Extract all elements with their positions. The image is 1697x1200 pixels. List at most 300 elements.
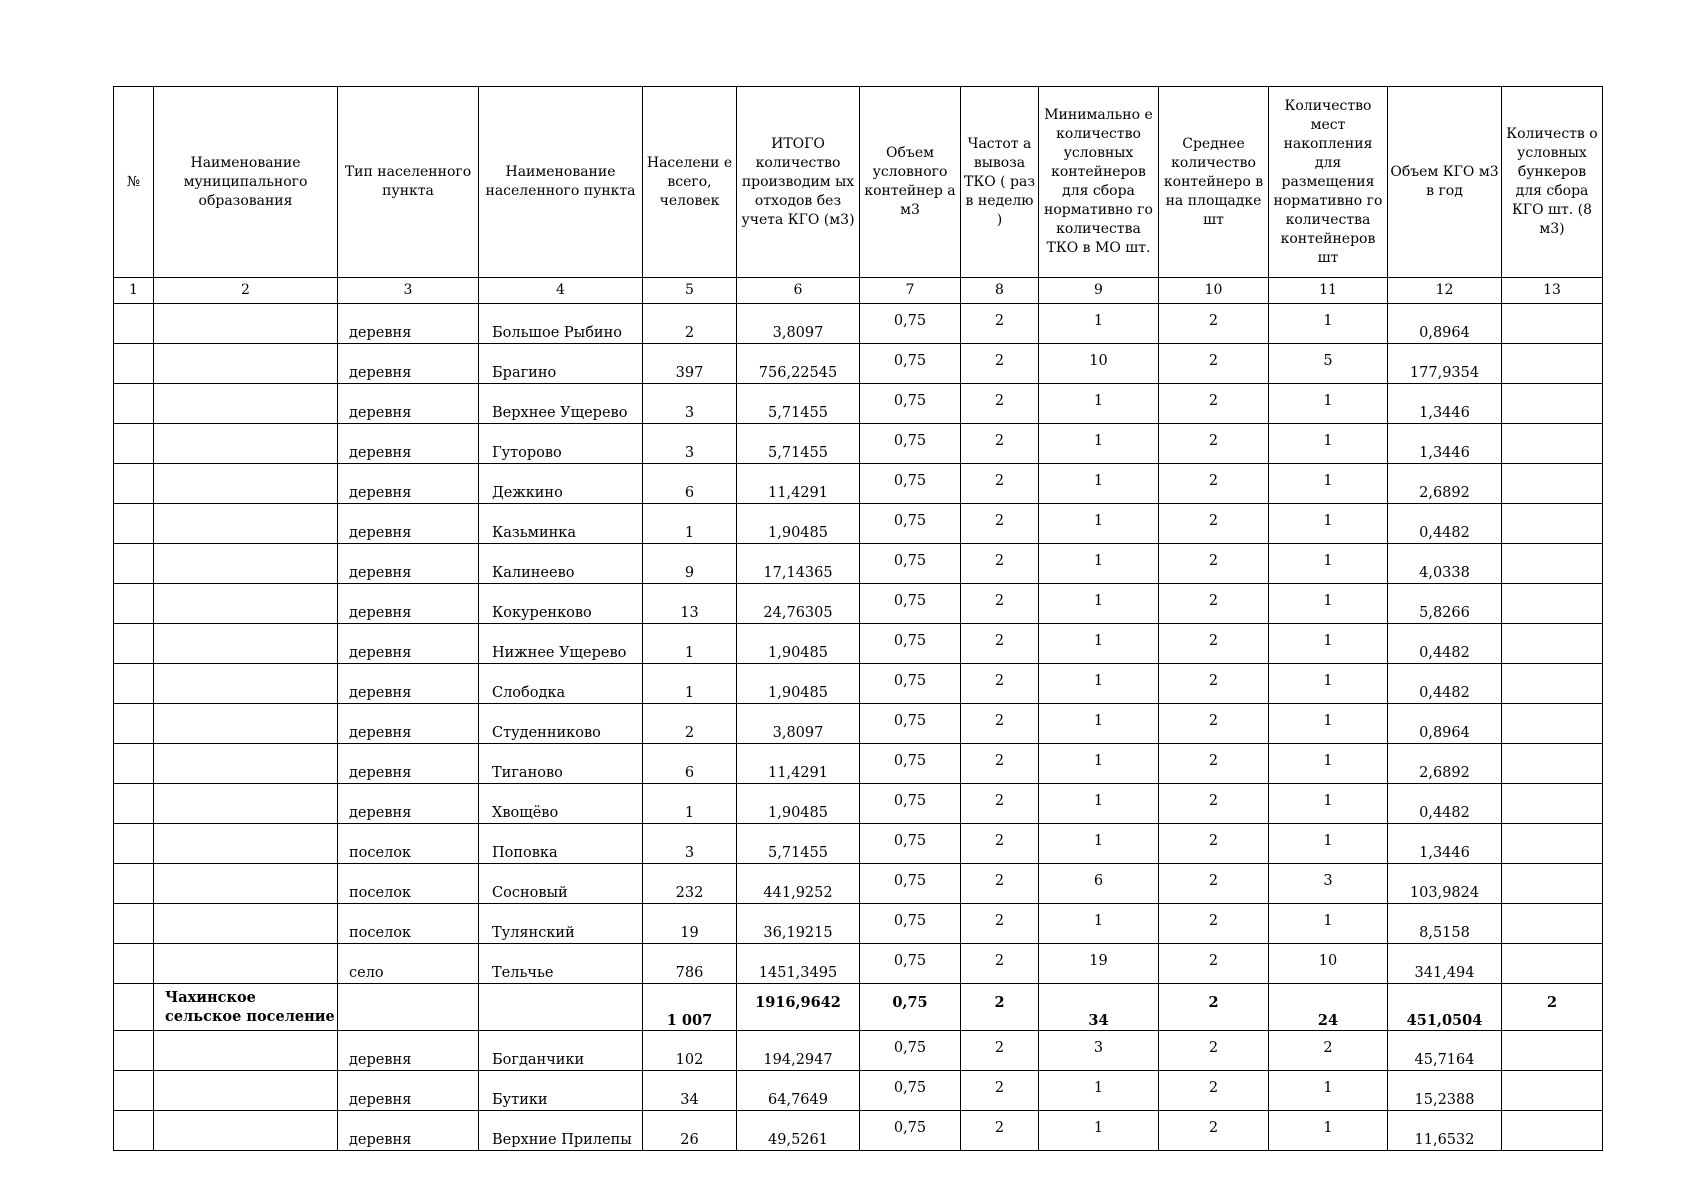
settlement-type-cell: деревня: [338, 624, 479, 664]
min-containers-cell: 1: [1039, 584, 1159, 624]
column-number: 3: [338, 278, 479, 304]
frequency-cell: 2: [961, 984, 1039, 1031]
bunkers-cell: [1502, 624, 1603, 664]
min-containers-cell: 1: [1039, 824, 1159, 864]
municipality-cell: [154, 544, 338, 584]
column-number-row: [114, 278, 1603, 304]
settlement-type-cell: деревня: [338, 344, 479, 384]
header-cell: №: [114, 87, 154, 278]
container-volume-cell: 0,75: [860, 624, 961, 664]
kgo-volume-cell: 4,0338: [1388, 544, 1502, 584]
avg-containers-cell: 2: [1159, 864, 1269, 904]
municipality-cell: [154, 504, 338, 544]
total-waste-cell: 5,71455: [737, 384, 860, 424]
places-cell: 1: [1269, 624, 1388, 664]
settlement-name-cell: Брагино: [479, 344, 643, 384]
table-row: [114, 1111, 1603, 1151]
avg-containers-cell: 2: [1159, 304, 1269, 344]
population-cell: 786: [643, 944, 737, 984]
places-cell: 1: [1269, 744, 1388, 784]
population-cell: 2: [643, 304, 737, 344]
total-waste-cell: 1451,3495: [737, 944, 860, 984]
settlement-name-cell: Тулянский: [479, 904, 643, 944]
settlement-type-cell: деревня: [338, 424, 479, 464]
population-cell: 13: [643, 584, 737, 624]
row-number-cell: [114, 1111, 154, 1151]
min-containers-cell: 1: [1039, 904, 1159, 944]
column-number: 12: [1388, 278, 1502, 304]
container-volume-cell: 0,75: [860, 744, 961, 784]
total-waste-cell: 1,90485: [737, 504, 860, 544]
municipality-cell: Чахинское сельское поселение: [154, 984, 338, 1031]
container-volume-cell: 0,75: [860, 544, 961, 584]
container-volume-cell: 0,75: [860, 704, 961, 744]
min-containers-cell: 1: [1039, 704, 1159, 744]
municipality-cell: [154, 664, 338, 704]
table-row: [114, 744, 1603, 784]
bunkers-cell: [1502, 304, 1603, 344]
column-number: 7: [860, 278, 961, 304]
population-cell: 232: [643, 864, 737, 904]
kgo-volume-cell: 103,9824: [1388, 864, 1502, 904]
total-waste-cell: 1,90485: [737, 664, 860, 704]
frequency-cell: 2: [961, 1031, 1039, 1071]
places-cell: 1: [1269, 1071, 1388, 1111]
places-cell: 1: [1269, 504, 1388, 544]
avg-containers-cell: 2: [1159, 624, 1269, 664]
bunkers-cell: [1502, 544, 1603, 584]
municipality-cell: [154, 944, 338, 984]
bunkers-cell: [1502, 824, 1603, 864]
frequency-cell: 2: [961, 504, 1039, 544]
places-cell: 1: [1269, 704, 1388, 744]
settlement-name-cell: Верхние Прилепы: [479, 1111, 643, 1151]
kgo-volume-cell: 177,9354: [1388, 344, 1502, 384]
table-row: [114, 704, 1603, 744]
frequency-cell: 2: [961, 344, 1039, 384]
kgo-volume-cell: 0,4482: [1388, 504, 1502, 544]
municipality-cell: [154, 784, 338, 824]
population-cell: 1: [643, 504, 737, 544]
kgo-volume-cell: 8,5158: [1388, 904, 1502, 944]
avg-containers-cell: 2: [1159, 1071, 1269, 1111]
population-cell: 102: [643, 1031, 737, 1071]
places-cell: 1: [1269, 384, 1388, 424]
table-row: [114, 424, 1603, 464]
places-cell: 24: [1269, 984, 1388, 1031]
settlement-type-cell: деревня: [338, 1071, 479, 1111]
places-cell: 1: [1269, 664, 1388, 704]
frequency-cell: 2: [961, 904, 1039, 944]
container-volume-cell: 0,75: [860, 944, 961, 984]
settlement-name-cell: Богданчики: [479, 1031, 643, 1071]
column-number: 4: [479, 278, 643, 304]
column-number: 6: [737, 278, 860, 304]
total-waste-cell: 11,4291: [737, 744, 860, 784]
column-number: 13: [1502, 278, 1603, 304]
column-number: 8: [961, 278, 1039, 304]
min-containers-cell: 34: [1039, 984, 1159, 1031]
population-cell: 1: [643, 664, 737, 704]
settlement-type-cell: поселок: [338, 864, 479, 904]
header-cell: Наименование населенного пункта: [479, 87, 643, 278]
total-waste-cell: 756,22545: [737, 344, 860, 384]
population-cell: 1: [643, 624, 737, 664]
places-cell: 1: [1269, 544, 1388, 584]
frequency-cell: 2: [961, 1071, 1039, 1111]
column-number: 1: [114, 278, 154, 304]
container-volume-cell: 0,75: [860, 1111, 961, 1151]
row-number-cell: [114, 1071, 154, 1111]
avg-containers-cell: 2: [1159, 664, 1269, 704]
settlement-type-cell: деревня: [338, 304, 479, 344]
settlement-name-cell: Нижнее Ущерево: [479, 624, 643, 664]
avg-containers-cell: 2: [1159, 344, 1269, 384]
total-waste-cell: 1,90485: [737, 624, 860, 664]
kgo-volume-cell: 0,4482: [1388, 784, 1502, 824]
settlement-type-cell: [338, 984, 479, 1031]
container-volume-cell: 0,75: [860, 864, 961, 904]
avg-containers-cell: 2: [1159, 1031, 1269, 1071]
total-waste-cell: 17,14365: [737, 544, 860, 584]
total-waste-cell: 11,4291: [737, 464, 860, 504]
population-cell: 9: [643, 544, 737, 584]
bunkers-cell: [1502, 784, 1603, 824]
bunkers-cell: [1502, 1071, 1603, 1111]
header-cell: Населени е всего, человек: [643, 87, 737, 278]
municipality-cell: [154, 384, 338, 424]
municipality-cell: [154, 464, 338, 504]
table-row: [114, 864, 1603, 904]
min-containers-cell: 1: [1039, 544, 1159, 584]
frequency-cell: 2: [961, 864, 1039, 904]
kgo-volume-cell: 45,7164: [1388, 1031, 1502, 1071]
kgo-volume-cell: 0,8964: [1388, 304, 1502, 344]
population-cell: 34: [643, 1071, 737, 1111]
avg-containers-cell: 2: [1159, 504, 1269, 544]
total-waste-cell: 441,9252: [737, 864, 860, 904]
table-row: [114, 624, 1603, 664]
settlement-name-cell: Гуторово: [479, 424, 643, 464]
places-cell: 1: [1269, 304, 1388, 344]
settlement-name-cell: Казьминка: [479, 504, 643, 544]
header-cell: Объем условного контейнер а м3: [860, 87, 961, 278]
table-row: [114, 1031, 1603, 1071]
row-number-cell: [114, 864, 154, 904]
bunkers-cell: [1502, 944, 1603, 984]
avg-containers-cell: 2: [1159, 904, 1269, 944]
bunkers-cell: [1502, 704, 1603, 744]
total-waste-cell: 64,7649: [737, 1071, 860, 1111]
population-cell: 3: [643, 824, 737, 864]
population-cell: 26: [643, 1111, 737, 1151]
bunkers-cell: [1502, 664, 1603, 704]
min-containers-cell: 3: [1039, 1031, 1159, 1071]
container-volume-cell: 0,75: [860, 904, 961, 944]
municipality-cell: [154, 704, 338, 744]
settlement-name-cell: Сосновый: [479, 864, 643, 904]
frequency-cell: 2: [961, 944, 1039, 984]
row-number-cell: [114, 544, 154, 584]
container-volume-cell: 0,75: [860, 584, 961, 624]
bunkers-cell: [1502, 424, 1603, 464]
bunkers-cell: [1502, 504, 1603, 544]
frequency-cell: 2: [961, 1111, 1039, 1151]
column-number: 2: [154, 278, 338, 304]
row-number-cell: [114, 824, 154, 864]
municipality-cell: [154, 624, 338, 664]
places-cell: 3: [1269, 864, 1388, 904]
total-waste-cell: 194,2947: [737, 1031, 860, 1071]
header-cell: Количеств о условных бункеров для сбора КГО шт. (8 м3): [1502, 87, 1603, 278]
table-row: [114, 304, 1603, 344]
settlement-name-cell: Поповка: [479, 824, 643, 864]
kgo-volume-cell: 2,6892: [1388, 744, 1502, 784]
min-containers-cell: 1: [1039, 1071, 1159, 1111]
row-number-cell: [114, 304, 154, 344]
min-containers-cell: 1: [1039, 664, 1159, 704]
places-cell: 1: [1269, 584, 1388, 624]
row-number-cell: [114, 424, 154, 464]
settlement-type-cell: деревня: [338, 1111, 479, 1151]
settlement-name-cell: Большое Рыбино: [479, 304, 643, 344]
row-number-cell: [114, 1031, 154, 1071]
places-cell: 1: [1269, 824, 1388, 864]
municipality-cell: [154, 304, 338, 344]
places-cell: 1: [1269, 1111, 1388, 1151]
min-containers-cell: 1: [1039, 1111, 1159, 1151]
row-number-cell: [114, 504, 154, 544]
population-cell: 3: [643, 424, 737, 464]
municipality-cell: [154, 1071, 338, 1111]
total-waste-cell: 36,19215: [737, 904, 860, 944]
min-containers-cell: 1: [1039, 504, 1159, 544]
municipality-cell: [154, 824, 338, 864]
table-row: [114, 464, 1603, 504]
frequency-cell: 2: [961, 384, 1039, 424]
population-cell: 6: [643, 464, 737, 504]
kgo-volume-cell: 1,3446: [1388, 384, 1502, 424]
total-waste-cell: 1,90485: [737, 784, 860, 824]
bunkers-cell: [1502, 584, 1603, 624]
settlement-name-cell: Верхнее Ущерево: [479, 384, 643, 424]
min-containers-cell: 1: [1039, 464, 1159, 504]
frequency-cell: 2: [961, 464, 1039, 504]
frequency-cell: 2: [961, 664, 1039, 704]
kgo-volume-cell: 341,494: [1388, 944, 1502, 984]
total-waste-cell: 3,8097: [737, 304, 860, 344]
places-cell: 1: [1269, 424, 1388, 464]
container-volume-cell: 0,75: [860, 784, 961, 824]
settlement-type-cell: деревня: [338, 664, 479, 704]
municipality-total-row: [114, 984, 1603, 1031]
total-waste-cell: 49,5261: [737, 1111, 860, 1151]
container-volume-cell: 0,75: [860, 464, 961, 504]
settlement-name-cell: [479, 984, 643, 1031]
bunkers-cell: [1502, 1031, 1603, 1071]
settlement-name-cell: Студенниково: [479, 704, 643, 744]
settlement-type-cell: поселок: [338, 824, 479, 864]
municipality-cell: [154, 584, 338, 624]
min-containers-cell: 1: [1039, 784, 1159, 824]
table-row: [114, 784, 1603, 824]
bunkers-cell: [1502, 344, 1603, 384]
bunkers-cell: [1502, 864, 1603, 904]
settlement-type-cell: деревня: [338, 584, 479, 624]
avg-containers-cell: 2: [1159, 944, 1269, 984]
row-number-cell: [114, 784, 154, 824]
total-waste-cell: 5,71455: [737, 424, 860, 464]
header-cell: Объем КГО м3 в год: [1388, 87, 1502, 278]
container-volume-cell: 0,75: [860, 504, 961, 544]
min-containers-cell: 1: [1039, 744, 1159, 784]
row-number-cell: [114, 584, 154, 624]
avg-containers-cell: 2: [1159, 1111, 1269, 1151]
settlement-name-cell: Хвощёво: [479, 784, 643, 824]
settlement-name-cell: Кокуренково: [479, 584, 643, 624]
municipality-cell: [154, 744, 338, 784]
table-row: [114, 384, 1603, 424]
container-volume-cell: 0,75: [860, 664, 961, 704]
settlement-type-cell: деревня: [338, 704, 479, 744]
settlement-name-cell: Дежкино: [479, 464, 643, 504]
row-number-cell: [114, 704, 154, 744]
kgo-volume-cell: 451,0504: [1388, 984, 1502, 1031]
min-containers-cell: 6: [1039, 864, 1159, 904]
avg-containers-cell: 2: [1159, 544, 1269, 584]
kgo-volume-cell: 2,6892: [1388, 464, 1502, 504]
avg-containers-cell: 2: [1159, 464, 1269, 504]
municipality-cell: [154, 424, 338, 464]
bunkers-cell: [1502, 744, 1603, 784]
table-row: [114, 584, 1603, 624]
kgo-volume-cell: 0,4482: [1388, 624, 1502, 664]
places-cell: 2: [1269, 1031, 1388, 1071]
avg-containers-cell: 2: [1159, 744, 1269, 784]
frequency-cell: 2: [961, 424, 1039, 464]
places-cell: 1: [1269, 784, 1388, 824]
population-cell: 19: [643, 904, 737, 944]
column-number: 10: [1159, 278, 1269, 304]
header-cell: ИТОГО количество производим ых отходов без учета КГО (м3): [737, 87, 860, 278]
header-cell: Минимально е количество условных контейнеров для сбора нормативно го количества ТКО в МО шт.: [1039, 87, 1159, 278]
settlement-type-cell: деревня: [338, 464, 479, 504]
frequency-cell: 2: [961, 744, 1039, 784]
municipality-cell: [154, 864, 338, 904]
settlement-type-cell: деревня: [338, 504, 479, 544]
municipality-cell: [154, 344, 338, 384]
settlement-name-cell: Бутики: [479, 1071, 643, 1111]
container-volume-cell: 0,75: [860, 384, 961, 424]
bunkers-cell: [1502, 464, 1603, 504]
header-cell: Количество мест накопления для размещения нормативно го количества контейнеров шт: [1269, 87, 1388, 278]
total-waste-cell: 24,76305: [737, 584, 860, 624]
settlement-name-cell: Слободка: [479, 664, 643, 704]
frequency-cell: 2: [961, 624, 1039, 664]
table-row: [114, 664, 1603, 704]
municipality-cell: [154, 1111, 338, 1151]
container-volume-cell: 0,75: [860, 424, 961, 464]
row-number-cell: [114, 944, 154, 984]
header-cell: Частот а вывоза ТКО ( раз в неделю ): [961, 87, 1039, 278]
population-cell: 397: [643, 344, 737, 384]
container-volume-cell: 0,75: [860, 304, 961, 344]
bunkers-cell: [1502, 384, 1603, 424]
kgo-volume-cell: 11,6532: [1388, 1111, 1502, 1151]
settlement-type-cell: село: [338, 944, 479, 984]
avg-containers-cell: 2: [1159, 824, 1269, 864]
settlement-type-cell: поселок: [338, 904, 479, 944]
header-cell: Тип населенного пункта: [338, 87, 479, 278]
avg-containers-cell: 2: [1159, 384, 1269, 424]
min-containers-cell: 10: [1039, 344, 1159, 384]
avg-containers-cell: 2: [1159, 584, 1269, 624]
population-cell: 6: [643, 744, 737, 784]
header-row: [114, 87, 1603, 278]
container-volume-cell: 0,75: [860, 344, 961, 384]
frequency-cell: 2: [961, 824, 1039, 864]
frequency-cell: 2: [961, 304, 1039, 344]
row-number-cell: [114, 344, 154, 384]
avg-containers-cell: 2: [1159, 704, 1269, 744]
municipality-cell: [154, 904, 338, 944]
row-number-cell: [114, 904, 154, 944]
min-containers-cell: 1: [1039, 384, 1159, 424]
population-cell: 1 007: [643, 984, 737, 1031]
settlement-name-cell: Тиганово: [479, 744, 643, 784]
container-volume-cell: 0,75: [860, 1031, 961, 1071]
bunkers-cell: [1502, 1111, 1603, 1151]
min-containers-cell: 1: [1039, 304, 1159, 344]
kgo-volume-cell: 15,2388: [1388, 1071, 1502, 1111]
table-row: [114, 344, 1603, 384]
table-row: [114, 1071, 1603, 1111]
kgo-volume-cell: 0,4482: [1388, 664, 1502, 704]
min-containers-cell: 19: [1039, 944, 1159, 984]
frequency-cell: 2: [961, 544, 1039, 584]
row-number-cell: [114, 744, 154, 784]
table-row: [114, 904, 1603, 944]
frequency-cell: 2: [961, 704, 1039, 744]
container-volume-cell: 0,75: [860, 824, 961, 864]
row-number-cell: [114, 624, 154, 664]
kgo-volume-cell: 5,8266: [1388, 584, 1502, 624]
population-cell: 3: [643, 384, 737, 424]
table-row: [114, 824, 1603, 864]
places-cell: 5: [1269, 344, 1388, 384]
header-cell: Наименование муниципального образования: [154, 87, 338, 278]
kgo-volume-cell: 1,3446: [1388, 424, 1502, 464]
row-number-cell: [114, 464, 154, 504]
settlement-type-cell: деревня: [338, 544, 479, 584]
min-containers-cell: 1: [1039, 424, 1159, 464]
population-cell: 2: [643, 704, 737, 744]
avg-containers-cell: 2: [1159, 984, 1269, 1031]
table-row: [114, 944, 1603, 984]
column-number: 11: [1269, 278, 1388, 304]
settlement-name-cell: Калинеево: [479, 544, 643, 584]
row-number-cell: [114, 664, 154, 704]
total-waste-cell: 5,71455: [737, 824, 860, 864]
settlement-type-cell: деревня: [338, 744, 479, 784]
table-row: [114, 504, 1603, 544]
table-row: [114, 544, 1603, 584]
kgo-volume-cell: 1,3446: [1388, 824, 1502, 864]
column-number: 9: [1039, 278, 1159, 304]
population-cell: 1: [643, 784, 737, 824]
bunkers-cell: [1502, 904, 1603, 944]
avg-containers-cell: 2: [1159, 784, 1269, 824]
